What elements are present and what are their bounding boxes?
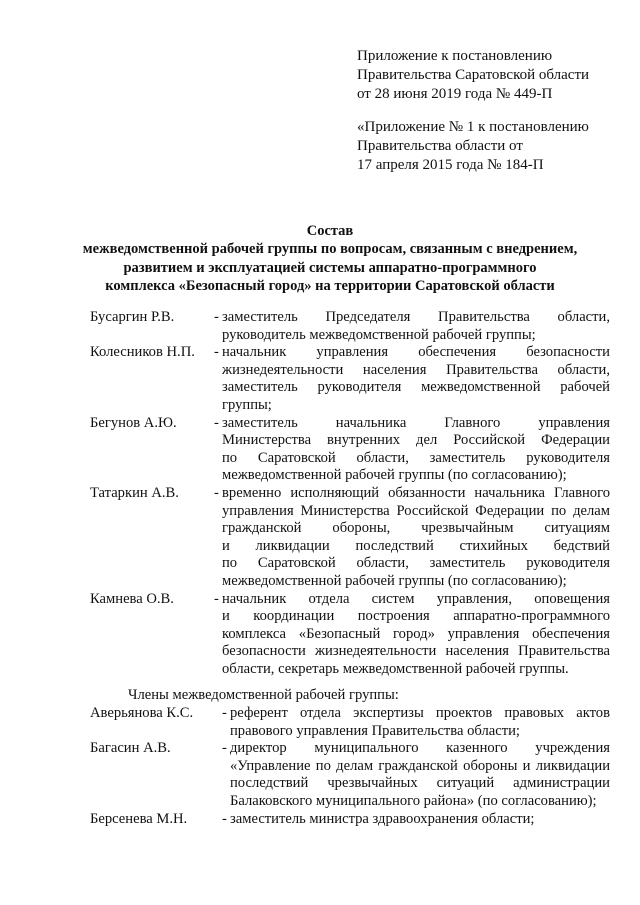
- person-role: [222, 810, 610, 829]
- role-line: последствий чрезвычайных ситуаций администрации: [230, 775, 610, 792]
- role-line: жизнедеятельности населения Правительства области,: [222, 361, 610, 378]
- role-line: межведомственной рабочей группы (по согласованию);: [222, 467, 567, 484]
- annex-line: Приложение к постановлению: [357, 48, 553, 64]
- dash: -: [214, 344, 219, 361]
- person-role: [214, 309, 610, 344]
- person-name: Бусаргин Р.В.: [90, 309, 175, 325]
- title-line: комплекса «Безопасный город» на территории Саратовской области: [105, 277, 555, 294]
- dash: -: [214, 309, 219, 325]
- role-line: [214, 309, 610, 327]
- annex-line: Правительства области от: [357, 138, 523, 154]
- role-line: [222, 740, 610, 758]
- dash: -: [214, 590, 219, 607]
- role-line: комплекса «Безопасный город» управления обеспечения: [222, 625, 610, 642]
- role-text: начальник отдела систем управления, оповещения: [222, 590, 610, 607]
- person-role: [214, 484, 610, 591]
- person-name: Татаркин А.В.: [90, 484, 179, 501]
- role-line: безопасности жизнедеятельности населения Правительства: [222, 643, 610, 660]
- role-line: гражданской обороны, чрезвычайным ситуациям: [222, 520, 610, 537]
- role-text: заместитель начальника Главного управления: [222, 414, 610, 431]
- list-item: [90, 415, 610, 485]
- role-line: [214, 590, 610, 609]
- role-text: временно исполняющий обязанности начальника Главного: [222, 484, 610, 501]
- list-item: [90, 591, 610, 679]
- role-text: начальник управления обеспечения безопасности: [222, 344, 610, 361]
- leaders-list: [90, 309, 610, 678]
- person-name: Камнева О.В.: [90, 590, 174, 607]
- role-line: Министерства внутренних дел Российской Федерации: [222, 432, 610, 449]
- annex-line: Правительства Саратовской области: [357, 67, 590, 83]
- annex-line: «Приложение № 1 к постановлению: [357, 119, 589, 135]
- role-text: заместитель министра здравоохранения области;: [230, 810, 535, 827]
- person-name: Берсенева М.Н.: [90, 810, 188, 827]
- dash: -: [222, 810, 227, 827]
- role-line: [214, 484, 610, 503]
- role-text: референт отдела экспертизы проектов правовых актов: [230, 705, 610, 721]
- role-line: и ликвидации последствий стихийных бедствий: [222, 537, 610, 554]
- list-item: [90, 811, 610, 829]
- title-line: межведомственной рабочей группы по вопросам, связанным с внедрением,: [82, 241, 578, 258]
- role-line: по Саратовской области, заместитель руководителя: [222, 555, 610, 572]
- person-role: [214, 344, 610, 414]
- role-line: правового управления Правительства области;: [230, 722, 520, 739]
- members-heading: Члены межведомственной рабочей группы:: [128, 687, 399, 703]
- role-line: [214, 344, 610, 362]
- previous-annex-reference: [357, 118, 589, 175]
- list-item: [90, 485, 610, 591]
- role-line: руководитель межведомственной рабочей группы;: [222, 326, 536, 343]
- role-line: [222, 705, 610, 723]
- list-item: [90, 309, 610, 344]
- role-line: заместитель руководителя межведомственной рабочей: [222, 379, 610, 396]
- person-name: Багасин А.В.: [90, 740, 171, 757]
- title-heading: Состав: [306, 223, 354, 239]
- role-text: директор муниципального казенного учреждения: [230, 740, 610, 757]
- annex-line: 17 апреля 2015 года № 184-П: [357, 157, 544, 173]
- person-role: [214, 590, 610, 679]
- annex-line: от 28 июня 2019 года № 449-П: [357, 86, 553, 102]
- role-line: и координации построения аппаратно-программного: [222, 608, 610, 625]
- person-role: [214, 414, 610, 485]
- members-list: [90, 705, 610, 828]
- dash: -: [214, 484, 219, 501]
- title-line: развитием и эксплуатацией системы аппаратно-программного: [123, 259, 537, 276]
- list-item: [90, 344, 610, 414]
- dash: -: [214, 414, 219, 431]
- dash: -: [222, 705, 227, 721]
- person-name: Колесников Н.П.: [90, 344, 195, 361]
- dash: -: [222, 740, 227, 757]
- list-item: [90, 705, 610, 740]
- document-title: [60, 222, 600, 295]
- annex-reference: [357, 47, 589, 104]
- role-text: заместитель Председателя Правительства области,: [222, 309, 610, 325]
- person-name: Аверьянова К.С.: [90, 705, 194, 721]
- person-role: [222, 740, 610, 810]
- role-line: управления Министерства Российской Федерации по делам: [222, 502, 610, 519]
- role-line: по Саратовской области, заместитель руководителя: [222, 449, 610, 466]
- role-line: [214, 414, 610, 433]
- role-line: «Управление по делам гражданской обороны и ликвидации: [230, 757, 610, 774]
- person-role: [222, 705, 610, 740]
- list-item: [90, 740, 610, 810]
- person-name: Бегунов А.Ю.: [90, 414, 177, 431]
- role-line: межведомственной рабочей группы (по согласованию);: [222, 572, 567, 589]
- role-line: Балаковского муниципального района» (по согласованию);: [230, 792, 597, 809]
- role-line: группы;: [222, 396, 272, 413]
- role-line: области, секретарь межведомственной рабочей группы.: [222, 660, 569, 677]
- role-line: [222, 810, 610, 829]
